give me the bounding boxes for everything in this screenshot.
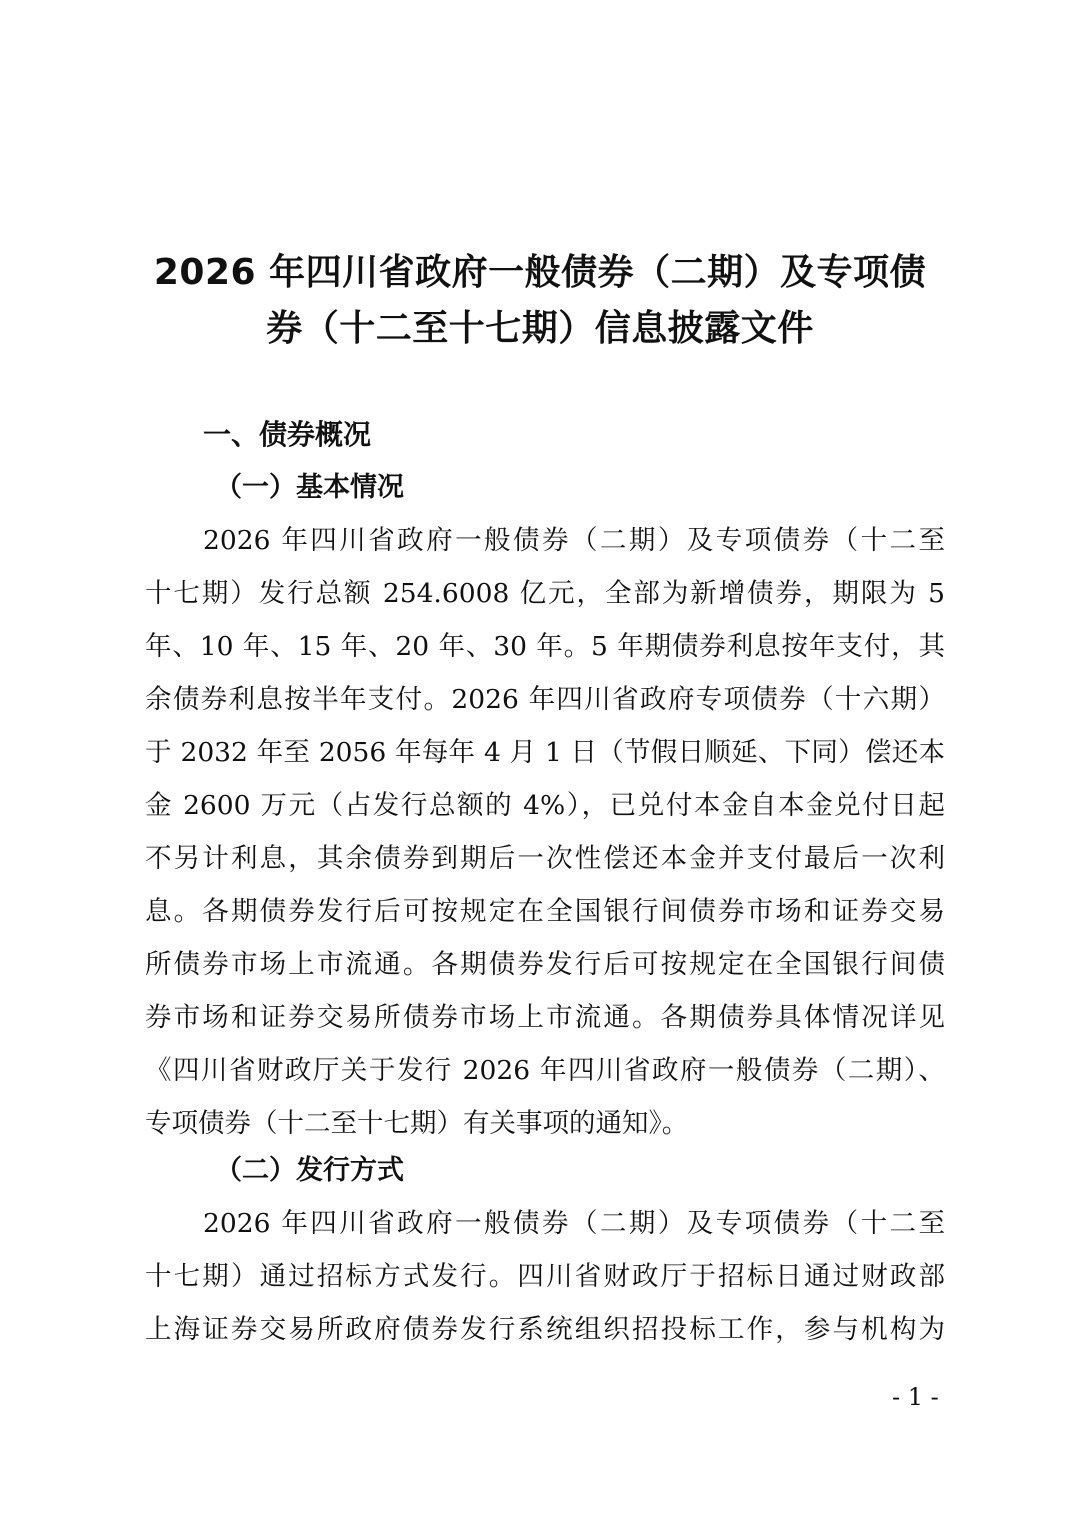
- paragraph-line: 不另计利息，其余债券到期后一次性偿还本金并支付最后一次利: [145, 843, 945, 874]
- paragraph-line: 券市场和证券交易所债券市场上市流通。各期债券具体情况详见: [145, 1002, 945, 1033]
- paragraph-line: 十七期）发行总额 254.6008 亿元，全部为新增债券，期限为 5: [145, 578, 945, 609]
- subsection-heading-issuance-method: （二）发行方式: [215, 1155, 404, 1186]
- paragraph-line: 《四川省财政厅关于发行 2026 年四川省政府一般债券（二期）、: [145, 1055, 945, 1086]
- paragraph-line: 余债券利息按半年支付。2026 年四川省政府专项债券（十六期）: [145, 684, 945, 715]
- paragraph-line: 息。各期债券发行后可按规定在全国银行间债券市场和证券交易: [145, 896, 945, 927]
- paragraph-line: 金 2600 万元（占发行总额的 4%），已兑付本金自本金兑付日起: [145, 790, 945, 821]
- document-title-line-1: 2026 年四川省政府一般债券（二期）及专项债: [153, 252, 927, 293]
- paragraph-line: 于 2032 年至 2056 年每年 4 月 1 日（节假日顺延、下同）偿还本: [145, 737, 945, 768]
- document-title-line-2: 券（十二至十七期）信息披露文件: [266, 308, 814, 349]
- paragraph-line: 2026 年四川省政府一般债券（二期）及专项债券（十二至: [203, 1208, 945, 1239]
- section-heading-bond-overview: 一、债券概况: [203, 418, 372, 451]
- paragraph-line: 年、10 年、15 年、20 年、30 年。5 年期债券利息按年支付，其: [145, 631, 945, 662]
- paragraph-line: 2026 年四川省政府一般债券（二期）及专项债券（十二至: [203, 525, 945, 556]
- paragraph-line: 上海证券交易所政府债券发行系统组织招投标工作，参与机构为: [145, 1314, 945, 1345]
- paragraph-line: 专项债券（十二至十七期）有关事项的通知》。: [145, 1108, 689, 1139]
- subsection-heading-basic-info: （一）基本情况: [215, 472, 404, 503]
- page-number: - 1 -: [892, 1383, 939, 1411]
- paragraph-line: 所债券市场上市流通。各期债券发行后可按规定在全国银行间债: [145, 949, 945, 980]
- paragraph-line: 十七期）通过招标方式发行。四川省财政厅于招标日通过财政部: [145, 1261, 945, 1292]
